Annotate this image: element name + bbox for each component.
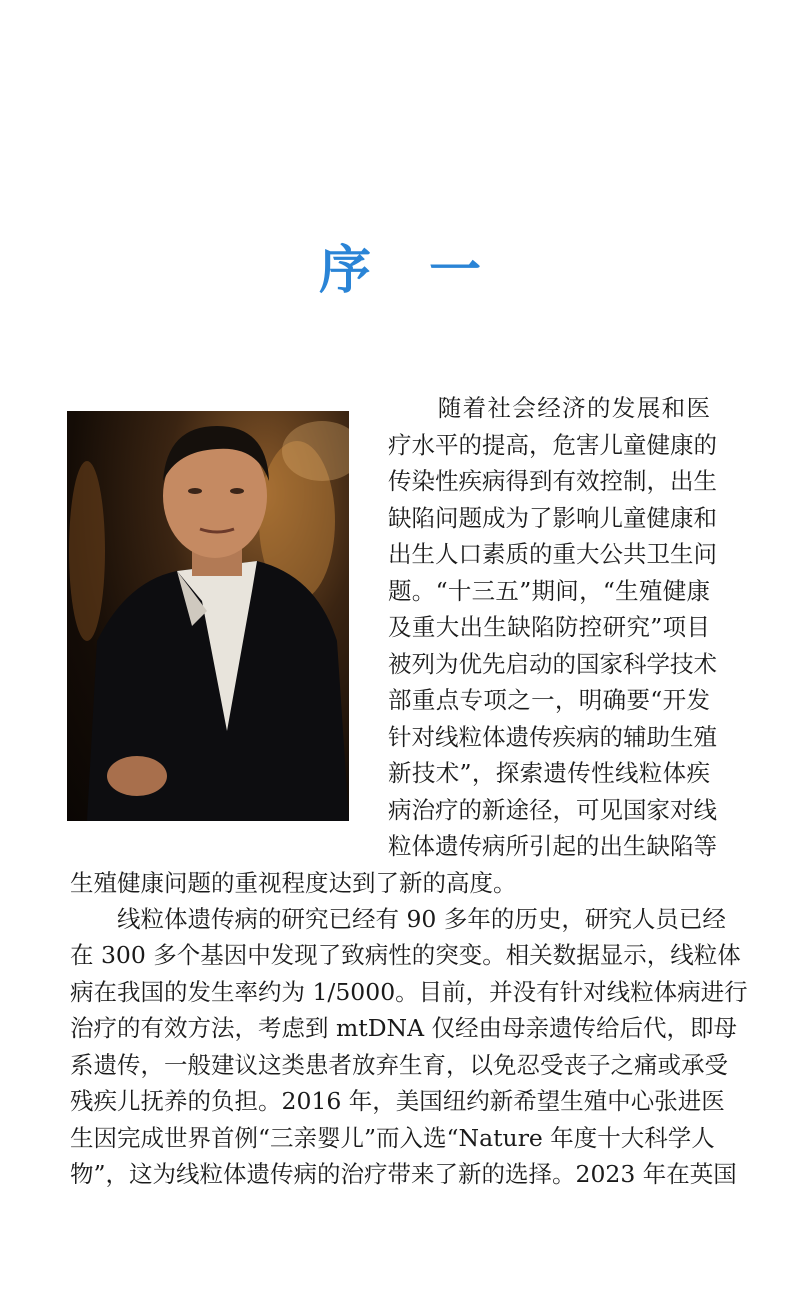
text-line: 病治疗的新途径，可见国家对线 (388, 796, 717, 824)
text-line: 新技术”，探索遗传性线粒体疾 (388, 759, 710, 787)
text-line: 生殖健康问题的重视程度达到了新的高度。 (70, 869, 517, 897)
page-title (0, 228, 800, 303)
text-line: 传染性疾病得到有效控制，出生 (388, 467, 717, 495)
text-line: 残疾儿抚养的负担。2016 年，美国纽约新希望生殖中心张进医 (70, 1087, 725, 1115)
text-line: 在 300 多个基因中发现了致病性的突变。相关数据显示，线粒体 (70, 941, 741, 969)
text-line: 系遗传，一般建议这类患者放弃生育，以免忍受丧子之痛或承受 (70, 1051, 728, 1079)
portrait-illustration (67, 411, 349, 821)
text-line: 出生人口素质的重大公共卫生问 (388, 540, 717, 568)
text-line: 病在我国的发生率约为 1/5000。目前，并没有针对线粒体病进行 (70, 978, 748, 1006)
text-line: 被列为优先启动的国家科学技术 (388, 650, 717, 678)
text-line: 治疗的有效方法，考虑到 mtDNA 仅经由母亲遗传给后代，即母 (70, 1014, 738, 1042)
text-line: 及重大出生缺陷防控研究”项目 (388, 613, 710, 641)
text-line: 粒体遗传病所引起的出生缺陷等 (388, 832, 717, 860)
text-line: 针对线粒体遗传疾病的辅助生殖 (388, 723, 717, 751)
title-char-1: 序 (318, 240, 371, 301)
text-line: 部重点专项之一，明确要“开发 (388, 686, 710, 714)
text-line: 随着社会经济的发展和医 (388, 394, 710, 422)
text-line: 题。“十三五”期间，“生殖健康 (388, 577, 710, 605)
text-line: 线粒体遗传病的研究已经有 90 多年的历史，研究人员已经 (70, 905, 726, 933)
author-portrait (67, 411, 349, 821)
title-char-2: 一 (429, 240, 482, 301)
text-line: 物”，这为线粒体遗传病的治疗带来了新的选择。2023 年在英国 (70, 1160, 737, 1188)
text-line: 缺陷问题成为了影响儿童健康和 (388, 504, 717, 532)
text-line: 生因完成世界首例“三亲婴儿”而入选“Nature 年度十大科学人 (70, 1124, 715, 1152)
text-line: 疗水平的提高，危害儿童健康的 (388, 431, 717, 459)
